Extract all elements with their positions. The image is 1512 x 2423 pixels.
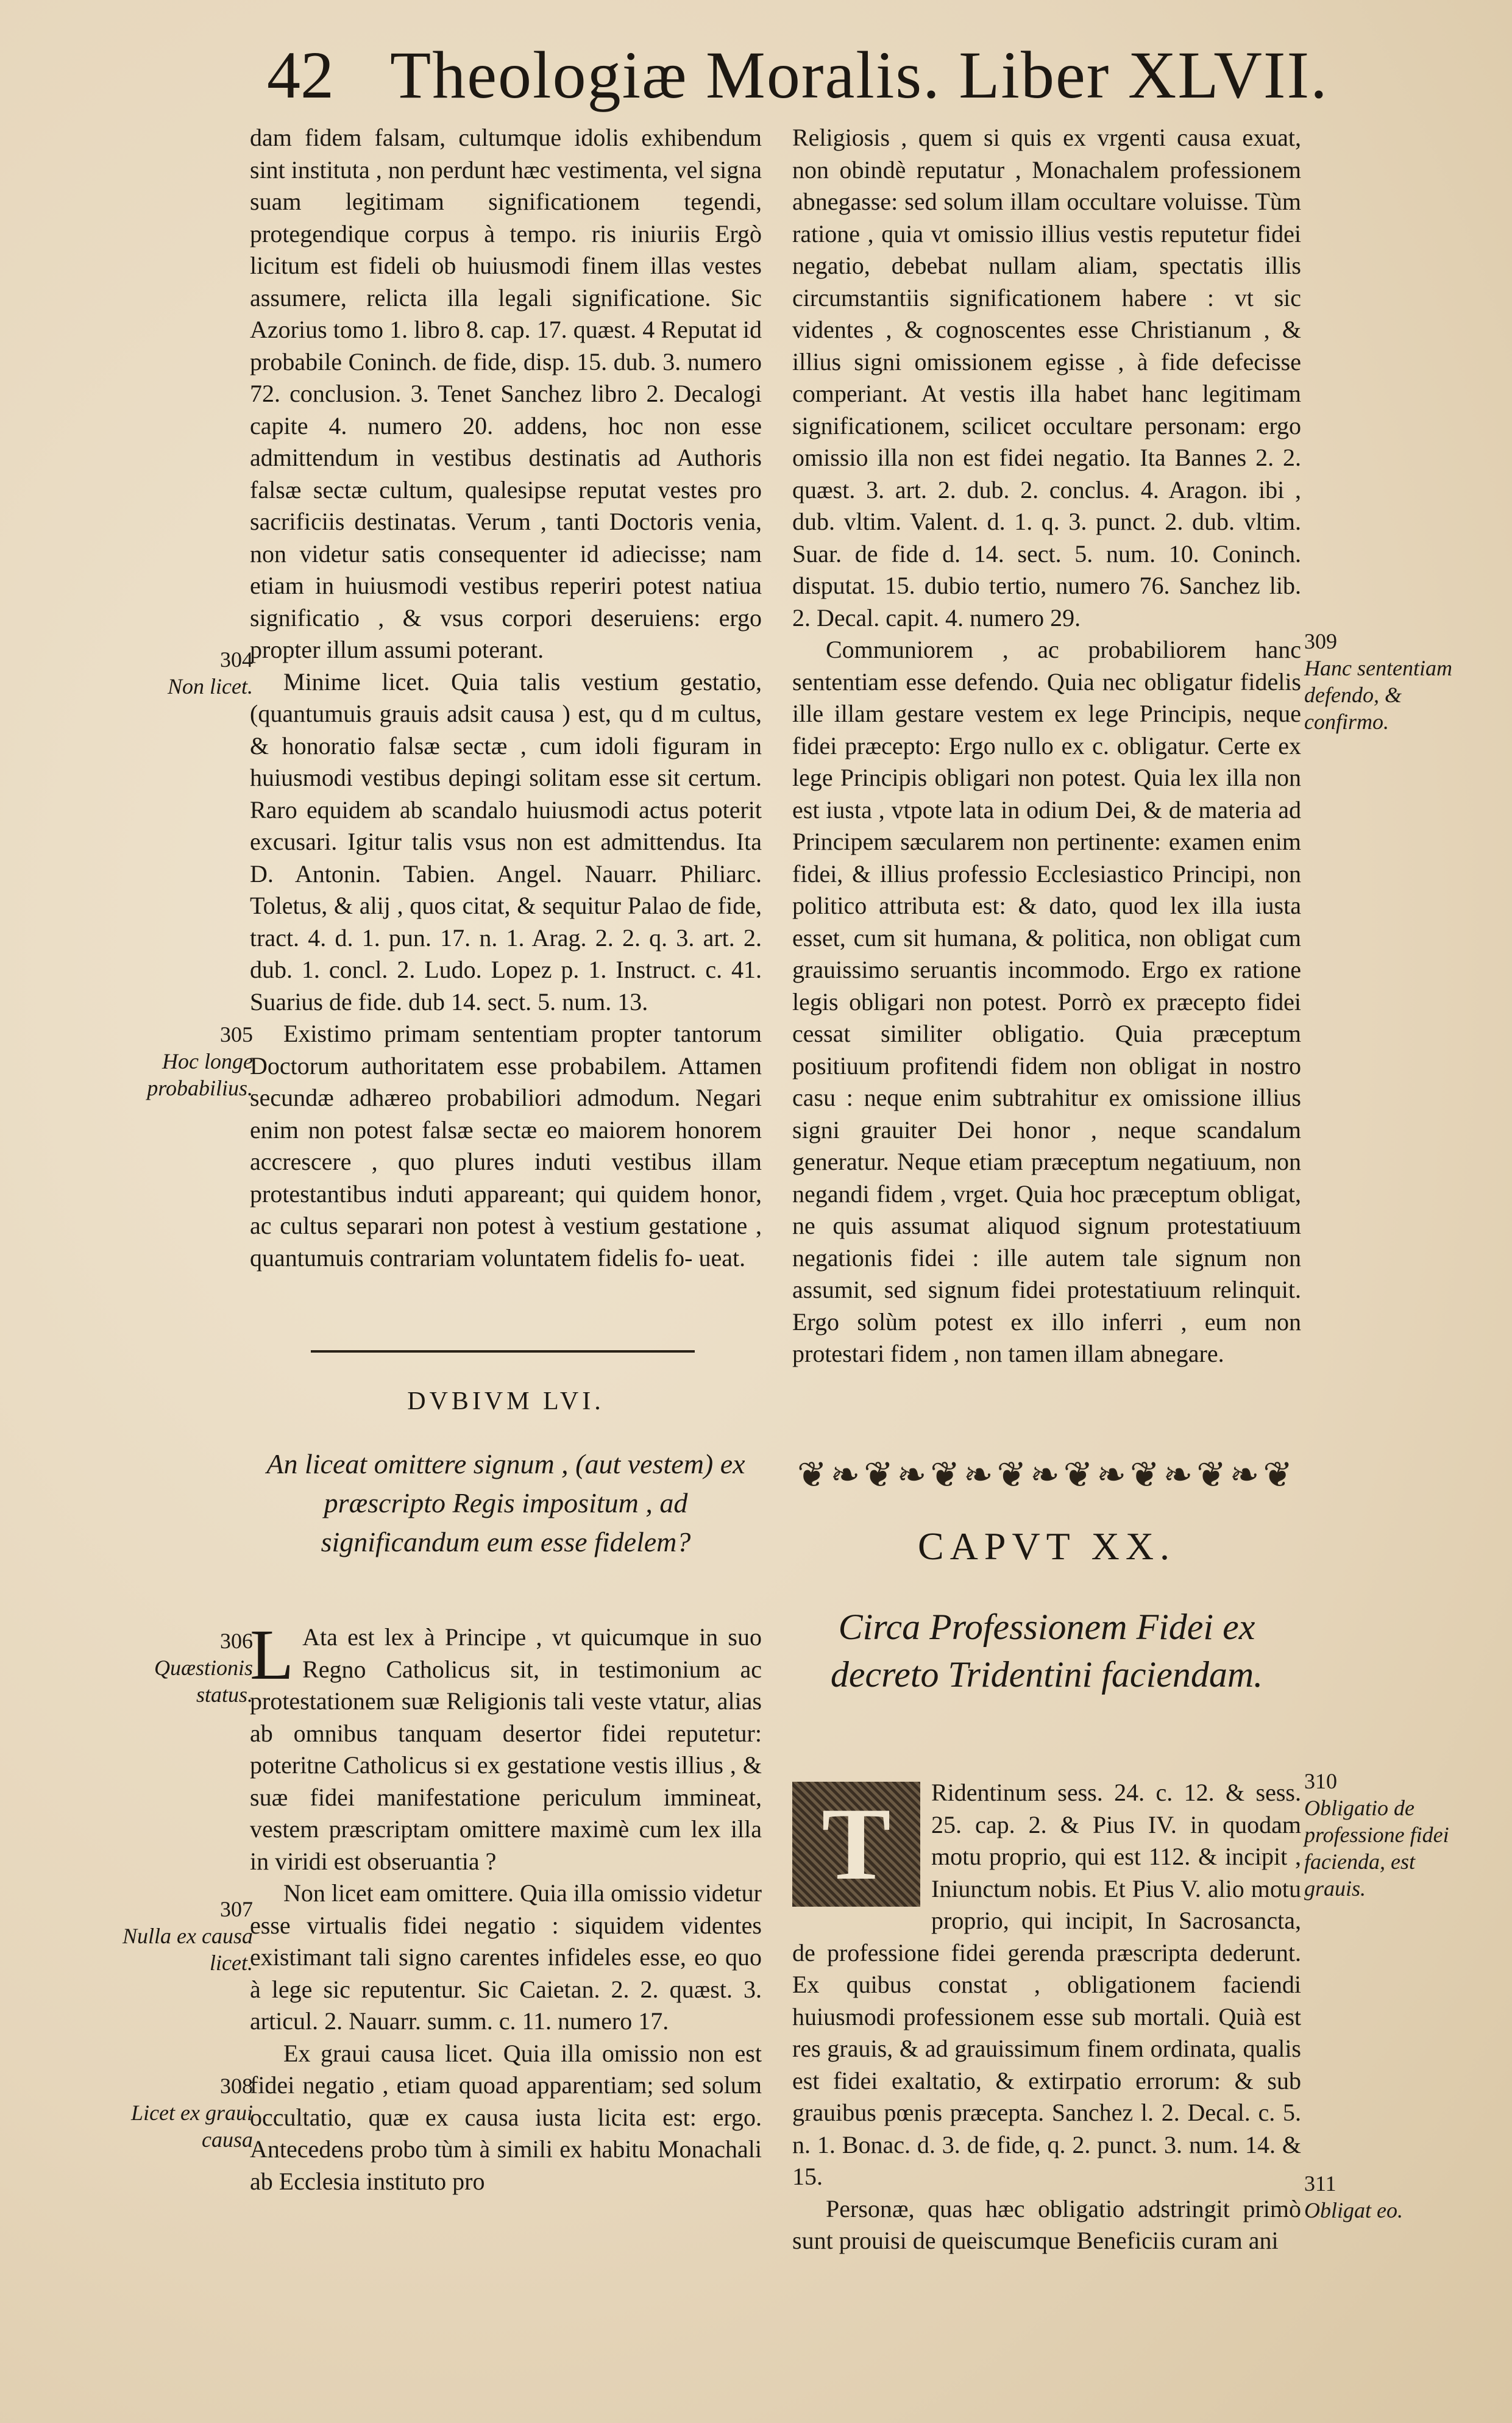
- margin-note: 308 Licet ex graui causa: [131, 2074, 253, 2152]
- dubium-question: An liceat omittere signum , (aut vestem) ex præscripto Regis impositum , ad significandum eum esse fidelem?: [266, 1448, 745, 1557]
- chapter-heading: CAPVT XX.: [917, 1525, 1176, 1568]
- drop-cap: L: [250, 1615, 294, 1695]
- paragraph: Communiorem , ac probabiliorem hanc sententiam esse defendo. Quia nec obligatur fidelis ille illam gestare vestem ex lege Principis, neque fidei præcepto: Ergo nullo ex c. obligatur. Certe ex lege Principis obligari non potest. Quia lex illa non est iusta , vtpote lata in odium Dei, & de materia ad Principem sæcularem non pertinente: examen enim fidei, & illius professio Ecclesiastico Principi, non politico attributa est: & dato, quod lex illa iusta esset, cum sit humana, & politica, non obligat cum grauissimo seruantis incommodo. Ergo ex ratione legis obligari non potest. Porrò ex præcepto fidei cessat similiter obligatio. Quia præceptum positiuum profitendi fidem non obligat in nostro casu : neque enim subtrahitur ex omissione illius signi grauiter Dei honor , neque scandalum generatur. Neque etiam præceptum negatiuum, non negandi fidem , vrget. Quia hoc præceptum obligat, ne quis assumat aliquod signum protestatiuum negationis fidei : ille autem tale signum non assumit, sed signum fidei protestatiuum relinquit. Ergo solùm potest ex illo inferri , eum non protestari fidem , non tamen illam abnegare.: [792, 636, 1301, 1367]
- chapter-subtitle: Circa Professionem Fidei ex decreto Tridentini faciendam.: [830, 1607, 1263, 1695]
- ornamented-drop-cap: T: [792, 1782, 920, 1907]
- paragraph: Ata est lex à Principe , vt quicumque in suo Regno Catholicus sit, in testimonium ac protestationem suæ Religionis tali veste vtatur, alias ab omnibus tanquam desertor fidei reputetur: poteritne Catholicus si ex gestatione vestis illius , & suæ fidei manifestatione periculum immineat, vestem præscriptam omittere maximè cum lex illa in viridi est obseruantia ?: [250, 1623, 762, 1875]
- left-column-text: [250, 122, 762, 1274]
- margin-note: 311 Obligat eo.: [1304, 2171, 1403, 2222]
- margin-note: 310 Obligatio de professione fidei facienda, est grauis.: [1304, 1769, 1449, 1901]
- paragraph: Minime licet. Quia talis vestium gestatio, (quantumuis grauis adsit causa ) est, qu d m cultus, & honoratio falsæ sectæ , cum idoli figuram in huiusmodi vestibus depingi solitam esse sit certum. Raro equidem ab scandalo huiusmodi actus poterit excusari. Igitur talis vsus non est admittendus. Ita D. Antonin. Tabien. Angel. Nauarr. Philiarc. Toletus, & alij , quos citat, & sequitur Palao de fide, tract. 4. d. 1. pun. 17. n. 1. Arag. 2. 2. q. 3. art. 2. dub. 1. concl. 2. Ludo. Lopez p. 1. Instruct. c. 41. Suarius de fide. dub 14. sect. 5. num. 13.: [250, 667, 762, 1016]
- right-column-text: [792, 122, 1301, 1370]
- dubium-body: [250, 1615, 762, 2197]
- paragraph: dam fidem falsam, cultumque idolis exhibendum sint instituta , non perdunt hæc vestimenta, vel signa suam legitimam significationem tegendi, protegendique corpus à tempo. ris iniuriis Ergò licitum est fideli ob huiusmodi finem illas vestes assumere, relicta illa legali significatione. Sic Azorius tomo 1. libro 8. cap. 17. quæst. 4 Reputat id probabile Coninch. de fide, disp. 15. dub. 3. numero 72. conclusion. 3. Tenet Sanchez libro 2. Decalogi capite 4. numero 20. addens, hoc non esse admittendum in vestibus destinatis ad Authoris falsæ sectæ cultum, qualesipse reputat vestes pro sacrificiis destinatas. Verum , tanti Doctoris venia, non videtur satis consequenter id adiecisse; nam etiam in huiusmodi vestibus reperiri potest natiua significatio , & vsus corpori deseruiens: ergo propter illum assumi poterant.: [250, 124, 762, 663]
- margin-note: 309 Hanc sententiam defendo, & confirmo.: [1304, 629, 1452, 734]
- dubium-heading: DVBIVM LVI.: [407, 1387, 605, 1415]
- paragraph: Existimo primam sententiam propter tantorum Doctorum authoritatem esse probabilem. Attamen secundæ adhæreo probabiliori admodum. Negari enim non potest falsæ sectæ eo maiorem honorem accrescere , quo plures induti vestibus illam protestantibus induti appareant; qui quidem honor, ac cultus separari non potest à vestium gestatione , quantumuis contrariam voluntatem fidelis fo- ueat.: [250, 1020, 762, 1272]
- running-title: Theologiæ Moralis. Liber XLVII.: [390, 38, 1329, 112]
- margin-note: 306 Quæstionis status.: [154, 1629, 253, 1707]
- paragraph: Ex graui causa licet. Quia illa omissio non est fidei negatio , etiam quoad apparentiam; sed solum occultatio, quæ ex causa iusta licita est: ergo. Antecedens probo tùm à simili ex habitu Monachali ab Ecclesia instituto pro: [250, 2039, 762, 2195]
- decorative-ornament-band: ❦❧❦❧❦❧❦❧❦❧❦❧❦❧❦: [797, 1455, 1296, 1495]
- chapter-body: [792, 1777, 1301, 2257]
- margin-note: 304 Non licet.: [168, 647, 253, 699]
- page-header: [0, 37, 1512, 116]
- paragraph: Religiosis , quem si quis ex vrgenti causa exuat, non obindè reputatur , Monachalem professionem abnegasse: sed solum illam occultare voluisse. Tùm ratione , quia vt omissio illius vestis reputetur fidei negatio, debebat nullam aliam, spectatis illis circumstantiis significationem habere : vt sic videntes , & cognoscentes esse Christianum , & illius signi omissionem egisse , à fide defecisse comperiant. At vestis illa habet hanc legitimam significationem, scilicet occultare personam: ergo omissio illa non est fidei negatio. Ita Bannes 2. 2. quæst. 3. art. 2. dub. 2. conclus. 4. Aragon. ibi , dub. vltim. Valent. d. 1. q. 3. punct. 2. dub. vltim. Suar. de fide d. 14. sect. 5. num. 10. Coninch. disputat. 15. dubio tertio, numero 76. Sanchez lib. 2. Decal. capit. 4. numero 29.: [792, 124, 1301, 632]
- paragraph: Non licet eam omittere. Quia illa omissio videtur esse virtualis fidei negatio : siquidem videntes existimant tali signo carentes infideles esse, eo quo à lege sic reputentur. Sic Caietan. 2. 2. quæst. 3. articul. 2. Nauarr. summ. c. 11. numero 17.: [250, 1879, 762, 2035]
- paragraph: Ridentinum sess. 24. c. 12. & sess. 25. cap. 2. & Pius IV. in quodam motu proprio, qui est 112. & incipit , Iniunctum nobis. Et Pius V. alio motu proprio, qui incipit, In Sacrosancta, de professione fidei gerenda præscripta dederunt. Ex quibus constat , obligationem faciendi huiusmodi professionem esse sub mortali. Quià est res grauis, & ad grauissimum finem ordinata, qualis est fidei exaltatio, & extirpatio errorum: & sub grauibus pœnis præcepta. Sanchez l. 2. Decal. c. 5. n. 1. Bonac. d. 3. de fide, q. 2. punct. 3. num. 14. & 15.: [792, 1779, 1301, 2190]
- margin-note: 305 Hoc longe probabilius.: [147, 1022, 253, 1100]
- margin-note: 307 Nulla ex causa licet.: [122, 1897, 253, 1975]
- paragraph: Personæ, quas hæc obligatio adstringit primò sunt prouisi de queiscumque Beneficiis curam ani: [792, 2194, 1301, 2254]
- page-number: 42: [267, 38, 334, 112]
- section-divider-rule: [311, 1350, 695, 1353]
